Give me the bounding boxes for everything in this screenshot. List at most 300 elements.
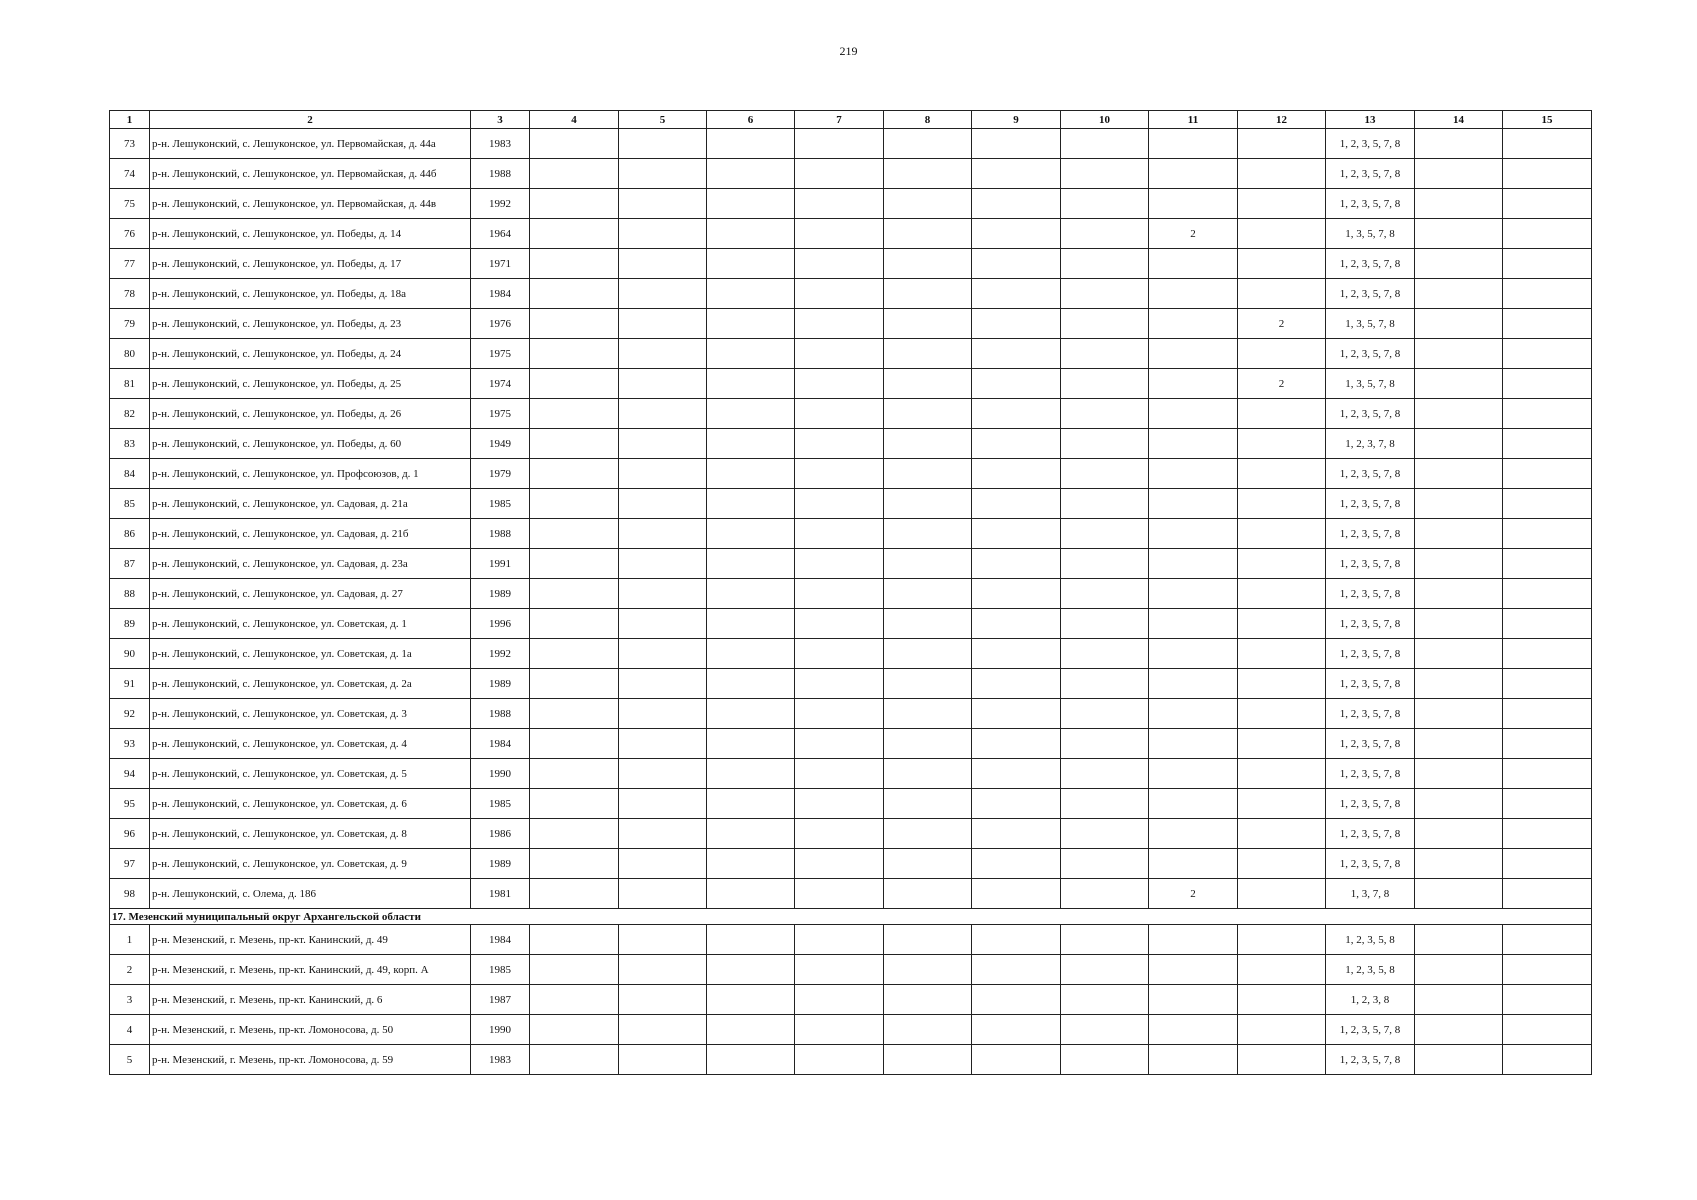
col-7-cell (795, 519, 884, 549)
col-13-cell: 1, 2, 3, 5, 7, 8 (1326, 1045, 1415, 1075)
col-7-cell (795, 399, 884, 429)
col-12-cell (1238, 699, 1326, 729)
table-row (110, 309, 1592, 339)
col-11-cell (1149, 339, 1238, 369)
column-header: 7 (795, 111, 884, 129)
col-14-cell (1415, 189, 1503, 219)
col-6-cell (707, 609, 795, 639)
col-9-cell (972, 489, 1061, 519)
col-8-cell (884, 459, 972, 489)
address-cell: р-н. Лешуконский, с. Лешуконское, ул. Советская, д. 1 (150, 609, 471, 639)
col-8-cell (884, 309, 972, 339)
col-9-cell (972, 609, 1061, 639)
col-12-cell (1238, 759, 1326, 789)
col-6-cell (707, 279, 795, 309)
address-cell: р-н. Лешуконский, с. Лешуконское, ул. Советская, д. 3 (150, 699, 471, 729)
col-12-cell (1238, 459, 1326, 489)
col-8-cell (884, 819, 972, 849)
col-10-cell (1061, 669, 1149, 699)
col-4-cell (530, 1015, 619, 1045)
row-number-cell: 73 (110, 129, 150, 159)
col-9-cell (972, 789, 1061, 819)
col-9-cell (972, 819, 1061, 849)
address-cell: р-н. Лешуконский, с. Лешуконское, ул. Победы, д. 25 (150, 369, 471, 399)
col-6-cell (707, 759, 795, 789)
col-12-cell (1238, 609, 1326, 639)
address-cell: р-н. Лешуконский, с. Лешуконское, ул. Советская, д. 1а (150, 639, 471, 669)
col-11-cell (1149, 1045, 1238, 1075)
table-row (110, 159, 1592, 189)
col-10-cell (1061, 189, 1149, 219)
col-11-cell (1149, 249, 1238, 279)
col-7-cell (795, 609, 884, 639)
table-row (110, 789, 1592, 819)
table-row (110, 339, 1592, 369)
col-13-cell: 1, 2, 3, 5, 7, 8 (1326, 849, 1415, 879)
col-15-cell (1503, 279, 1592, 309)
col-14-cell (1415, 849, 1503, 879)
col-10-cell (1061, 609, 1149, 639)
col-15-cell (1503, 129, 1592, 159)
col-14-cell (1415, 955, 1503, 985)
col-7-cell (795, 879, 884, 909)
col-6-cell (707, 189, 795, 219)
address-cell: р-н. Мезенский, г. Мезень, пр-кт. Ломоносова, д. 59 (150, 1045, 471, 1075)
col-15-cell (1503, 759, 1592, 789)
col-5-cell (619, 549, 707, 579)
address-cell: р-н. Лешуконский, с. Лешуконское, ул. Победы, д. 26 (150, 399, 471, 429)
col-9-cell (972, 639, 1061, 669)
year-cell: 1971 (471, 249, 530, 279)
row-number-cell: 81 (110, 369, 150, 399)
col-4-cell (530, 279, 619, 309)
col-5-cell (619, 129, 707, 159)
col-7-cell (795, 249, 884, 279)
col-7-cell (795, 729, 884, 759)
address-cell: р-н. Лешуконский, с. Лешуконское, ул. Советская, д. 9 (150, 849, 471, 879)
col-13-cell: 1, 3, 5, 7, 8 (1326, 369, 1415, 399)
row-number-cell: 83 (110, 429, 150, 459)
col-8-cell (884, 759, 972, 789)
table-row (110, 849, 1592, 879)
col-7-cell (795, 129, 884, 159)
col-14-cell (1415, 429, 1503, 459)
col-9-cell (972, 925, 1061, 955)
col-10-cell (1061, 729, 1149, 759)
col-6-cell (707, 129, 795, 159)
col-4-cell (530, 519, 619, 549)
col-11-cell (1149, 549, 1238, 579)
col-12-cell (1238, 819, 1326, 849)
col-8-cell (884, 129, 972, 159)
row-number-cell: 2 (110, 955, 150, 985)
col-6-cell (707, 639, 795, 669)
col-4-cell (530, 955, 619, 985)
col-15-cell (1503, 189, 1592, 219)
col-8-cell (884, 789, 972, 819)
col-15-cell (1503, 489, 1592, 519)
col-5-cell (619, 579, 707, 609)
col-7-cell (795, 669, 884, 699)
col-9-cell (972, 699, 1061, 729)
col-12-cell (1238, 955, 1326, 985)
col-5-cell (619, 699, 707, 729)
col-14-cell (1415, 399, 1503, 429)
col-9-cell (972, 159, 1061, 189)
col-8-cell (884, 609, 972, 639)
year-cell: 1986 (471, 819, 530, 849)
col-15-cell (1503, 789, 1592, 819)
col-9-cell (972, 309, 1061, 339)
table-row (110, 925, 1592, 955)
row-number-cell: 96 (110, 819, 150, 849)
page-number: 219 (839, 44, 858, 58)
col-8-cell (884, 579, 972, 609)
col-9-cell (972, 579, 1061, 609)
table-row (110, 759, 1592, 789)
section-title: 17. Мезенский муниципальный округ Архангельской области (110, 909, 1592, 925)
section-header-row (110, 909, 1592, 925)
col-12-cell (1238, 639, 1326, 669)
col-6-cell (707, 669, 795, 699)
address-cell: р-н. Лешуконский, с. Лешуконское, ул. Победы, д. 18а (150, 279, 471, 309)
col-4-cell (530, 369, 619, 399)
col-10-cell (1061, 879, 1149, 909)
col-14-cell (1415, 549, 1503, 579)
col-6-cell (707, 429, 795, 459)
col-14-cell (1415, 519, 1503, 549)
col-13-cell: 1, 2, 3, 5, 7, 8 (1326, 819, 1415, 849)
col-9-cell (972, 1045, 1061, 1075)
col-12-cell (1238, 189, 1326, 219)
address-cell: р-н. Лешуконский, с. Лешуконское, ул. Первомайская, д. 44в (150, 189, 471, 219)
table-row (110, 955, 1592, 985)
col-8-cell (884, 549, 972, 579)
address-cell: р-н. Лешуконский, с. Лешуконское, ул. Садовая, д. 21б (150, 519, 471, 549)
col-15-cell (1503, 639, 1592, 669)
col-13-cell: 1, 2, 3, 5, 7, 8 (1326, 489, 1415, 519)
table-row (110, 459, 1592, 489)
col-4-cell (530, 249, 619, 279)
col-6-cell (707, 925, 795, 955)
col-5-cell (619, 819, 707, 849)
table-row (110, 729, 1592, 759)
col-13-cell: 1, 2, 3, 5, 8 (1326, 925, 1415, 955)
column-header: 9 (972, 111, 1061, 129)
row-number-cell: 94 (110, 759, 150, 789)
col-8-cell (884, 1045, 972, 1075)
col-11-cell (1149, 159, 1238, 189)
col-10-cell (1061, 309, 1149, 339)
col-4-cell (530, 669, 619, 699)
column-header: 2 (150, 111, 471, 129)
col-11-cell (1149, 985, 1238, 1015)
row-number-cell: 5 (110, 1045, 150, 1075)
col-5-cell (619, 159, 707, 189)
row-number-cell: 80 (110, 339, 150, 369)
col-4-cell (530, 699, 619, 729)
table-row (110, 399, 1592, 429)
col-14-cell (1415, 369, 1503, 399)
col-14-cell (1415, 609, 1503, 639)
col-5-cell (619, 309, 707, 339)
col-8-cell (884, 639, 972, 669)
col-5-cell (619, 279, 707, 309)
col-15-cell (1503, 609, 1592, 639)
col-11-cell (1149, 399, 1238, 429)
table-row (110, 669, 1592, 699)
col-10-cell (1061, 129, 1149, 159)
col-11-cell (1149, 925, 1238, 955)
col-11-cell (1149, 519, 1238, 549)
col-9-cell (972, 549, 1061, 579)
col-7-cell (795, 985, 884, 1015)
row-number-cell: 98 (110, 879, 150, 909)
col-15-cell (1503, 985, 1592, 1015)
address-cell: р-н. Лешуконский, с. Лешуконское, ул. Садовая, д. 27 (150, 579, 471, 609)
col-12-cell (1238, 519, 1326, 549)
year-cell: 1990 (471, 759, 530, 789)
col-13-cell: 1, 3, 7, 8 (1326, 879, 1415, 909)
col-12-cell (1238, 579, 1326, 609)
col-7-cell (795, 279, 884, 309)
col-5-cell (619, 609, 707, 639)
col-10-cell (1061, 489, 1149, 519)
col-11-cell (1149, 955, 1238, 985)
year-cell: 1991 (471, 549, 530, 579)
col-11-cell (1149, 639, 1238, 669)
col-7-cell (795, 759, 884, 789)
col-6-cell (707, 1015, 795, 1045)
col-4-cell (530, 985, 619, 1015)
col-14-cell (1415, 729, 1503, 759)
col-12-cell (1238, 429, 1326, 459)
col-4-cell (530, 639, 619, 669)
table-row (110, 549, 1592, 579)
col-13-cell: 1, 2, 3, 5, 7, 8 (1326, 129, 1415, 159)
col-10-cell (1061, 985, 1149, 1015)
col-14-cell (1415, 339, 1503, 369)
col-7-cell (795, 549, 884, 579)
row-number-cell: 93 (110, 729, 150, 759)
year-cell: 1988 (471, 699, 530, 729)
col-14-cell (1415, 159, 1503, 189)
address-cell: р-н. Лешуконский, с. Лешуконское, ул. Победы, д. 60 (150, 429, 471, 459)
year-cell: 1949 (471, 429, 530, 459)
address-cell: р-н. Мезенский, г. Мезень, пр-кт. Ломоносова, д. 50 (150, 1015, 471, 1045)
col-13-cell: 1, 2, 3, 5, 7, 8 (1326, 1015, 1415, 1045)
col-13-cell: 1, 2, 3, 5, 7, 8 (1326, 249, 1415, 279)
col-11-cell (1149, 849, 1238, 879)
col-9-cell (972, 339, 1061, 369)
year-cell: 1989 (471, 849, 530, 879)
col-7-cell (795, 339, 884, 369)
col-8-cell (884, 699, 972, 729)
year-cell: 1985 (471, 955, 530, 985)
col-4-cell (530, 399, 619, 429)
col-4-cell (530, 189, 619, 219)
col-6-cell (707, 729, 795, 759)
col-14-cell (1415, 579, 1503, 609)
col-12-cell (1238, 399, 1326, 429)
col-5-cell (619, 429, 707, 459)
col-4-cell (530, 789, 619, 819)
col-4-cell (530, 309, 619, 339)
col-10-cell (1061, 849, 1149, 879)
col-6-cell (707, 339, 795, 369)
address-cell: р-н. Лешуконский, с. Лешуконское, ул. Советская, д. 8 (150, 819, 471, 849)
col-6-cell (707, 249, 795, 279)
col-9-cell (972, 399, 1061, 429)
col-13-cell: 1, 2, 3, 5, 7, 8 (1326, 399, 1415, 429)
col-6-cell (707, 219, 795, 249)
col-5-cell (619, 339, 707, 369)
year-cell: 1985 (471, 489, 530, 519)
year-cell: 1981 (471, 879, 530, 909)
col-7-cell (795, 189, 884, 219)
col-15-cell (1503, 369, 1592, 399)
col-8-cell (884, 925, 972, 955)
col-7-cell (795, 849, 884, 879)
col-6-cell (707, 955, 795, 985)
table-row (110, 429, 1592, 459)
col-5-cell (619, 369, 707, 399)
col-8-cell (884, 879, 972, 909)
col-7-cell (795, 369, 884, 399)
col-15-cell (1503, 955, 1592, 985)
col-4-cell (530, 579, 619, 609)
year-cell: 1988 (471, 519, 530, 549)
col-15-cell (1503, 669, 1592, 699)
col-6-cell (707, 789, 795, 819)
col-13-cell: 1, 2, 3, 5, 7, 8 (1326, 279, 1415, 309)
col-14-cell (1415, 819, 1503, 849)
column-header: 5 (619, 111, 707, 129)
col-15-cell (1503, 459, 1592, 489)
col-9-cell (972, 985, 1061, 1015)
col-12-cell (1238, 925, 1326, 955)
col-9-cell (972, 249, 1061, 279)
row-number-cell: 95 (110, 789, 150, 819)
col-5-cell (619, 955, 707, 985)
col-4-cell (530, 879, 619, 909)
housing-register-table (109, 110, 1592, 1075)
col-11-cell: 2 (1149, 879, 1238, 909)
year-cell: 1983 (471, 129, 530, 159)
row-number-cell: 90 (110, 639, 150, 669)
row-number-cell: 92 (110, 699, 150, 729)
col-7-cell (795, 955, 884, 985)
col-8-cell (884, 399, 972, 429)
table-row (110, 219, 1592, 249)
col-14-cell (1415, 669, 1503, 699)
table-row (110, 129, 1592, 159)
col-10-cell (1061, 159, 1149, 189)
col-4-cell (530, 339, 619, 369)
year-cell: 1987 (471, 985, 530, 1015)
col-8-cell (884, 669, 972, 699)
col-12-cell (1238, 279, 1326, 309)
col-12-cell (1238, 1015, 1326, 1045)
address-cell: р-н. Лешуконский, с. Лешуконское, ул. Победы, д. 23 (150, 309, 471, 339)
col-14-cell (1415, 309, 1503, 339)
col-15-cell (1503, 159, 1592, 189)
table-row (110, 639, 1592, 669)
col-5-cell (619, 519, 707, 549)
col-6-cell (707, 489, 795, 519)
col-7-cell (795, 1045, 884, 1075)
row-number-cell: 91 (110, 669, 150, 699)
col-13-cell: 1, 3, 5, 7, 8 (1326, 219, 1415, 249)
col-4-cell (530, 429, 619, 459)
table-row (110, 609, 1592, 639)
column-header: 4 (530, 111, 619, 129)
col-13-cell: 1, 2, 3, 5, 7, 8 (1326, 699, 1415, 729)
col-6-cell (707, 699, 795, 729)
col-9-cell (972, 459, 1061, 489)
col-12-cell (1238, 489, 1326, 519)
address-cell: р-н. Лешуконский, с. Лешуконское, ул. Советская, д. 5 (150, 759, 471, 789)
col-6-cell (707, 309, 795, 339)
col-11-cell (1149, 759, 1238, 789)
col-12-cell (1238, 849, 1326, 879)
col-8-cell (884, 1015, 972, 1045)
row-number-cell: 97 (110, 849, 150, 879)
col-12-cell (1238, 1045, 1326, 1075)
col-14-cell (1415, 639, 1503, 669)
col-15-cell (1503, 399, 1592, 429)
col-13-cell: 1, 2, 3, 5, 7, 8 (1326, 669, 1415, 699)
col-9-cell (972, 189, 1061, 219)
table-row (110, 489, 1592, 519)
address-cell: р-н. Лешуконский, с. Лешуконское, ул. Садовая, д. 21а (150, 489, 471, 519)
col-8-cell (884, 339, 972, 369)
row-number-cell: 76 (110, 219, 150, 249)
address-cell: р-н. Лешуконский, с. Лешуконское, ул. Победы, д. 17 (150, 249, 471, 279)
address-cell: р-н. Лешуконский, с. Лешуконское, ул. Победы, д. 24 (150, 339, 471, 369)
col-9-cell (972, 1015, 1061, 1045)
col-14-cell (1415, 129, 1503, 159)
col-9-cell (972, 429, 1061, 459)
col-8-cell (884, 985, 972, 1015)
year-cell: 1974 (471, 369, 530, 399)
col-10-cell (1061, 1045, 1149, 1075)
col-15-cell (1503, 925, 1592, 955)
col-6-cell (707, 459, 795, 489)
col-13-cell: 1, 2, 3, 5, 7, 8 (1326, 729, 1415, 759)
row-number-cell: 78 (110, 279, 150, 309)
col-10-cell (1061, 219, 1149, 249)
col-5-cell (619, 925, 707, 955)
col-6-cell (707, 369, 795, 399)
row-number-cell: 85 (110, 489, 150, 519)
col-12-cell (1238, 219, 1326, 249)
col-7-cell (795, 459, 884, 489)
column-header: 10 (1061, 111, 1149, 129)
col-10-cell (1061, 279, 1149, 309)
col-7-cell (795, 219, 884, 249)
col-5-cell (619, 879, 707, 909)
col-10-cell (1061, 399, 1149, 429)
col-8-cell (884, 489, 972, 519)
col-5-cell (619, 985, 707, 1015)
col-10-cell (1061, 759, 1149, 789)
col-4-cell (530, 129, 619, 159)
col-11-cell (1149, 489, 1238, 519)
column-header: 8 (884, 111, 972, 129)
col-11-cell (1149, 129, 1238, 159)
col-15-cell (1503, 249, 1592, 279)
